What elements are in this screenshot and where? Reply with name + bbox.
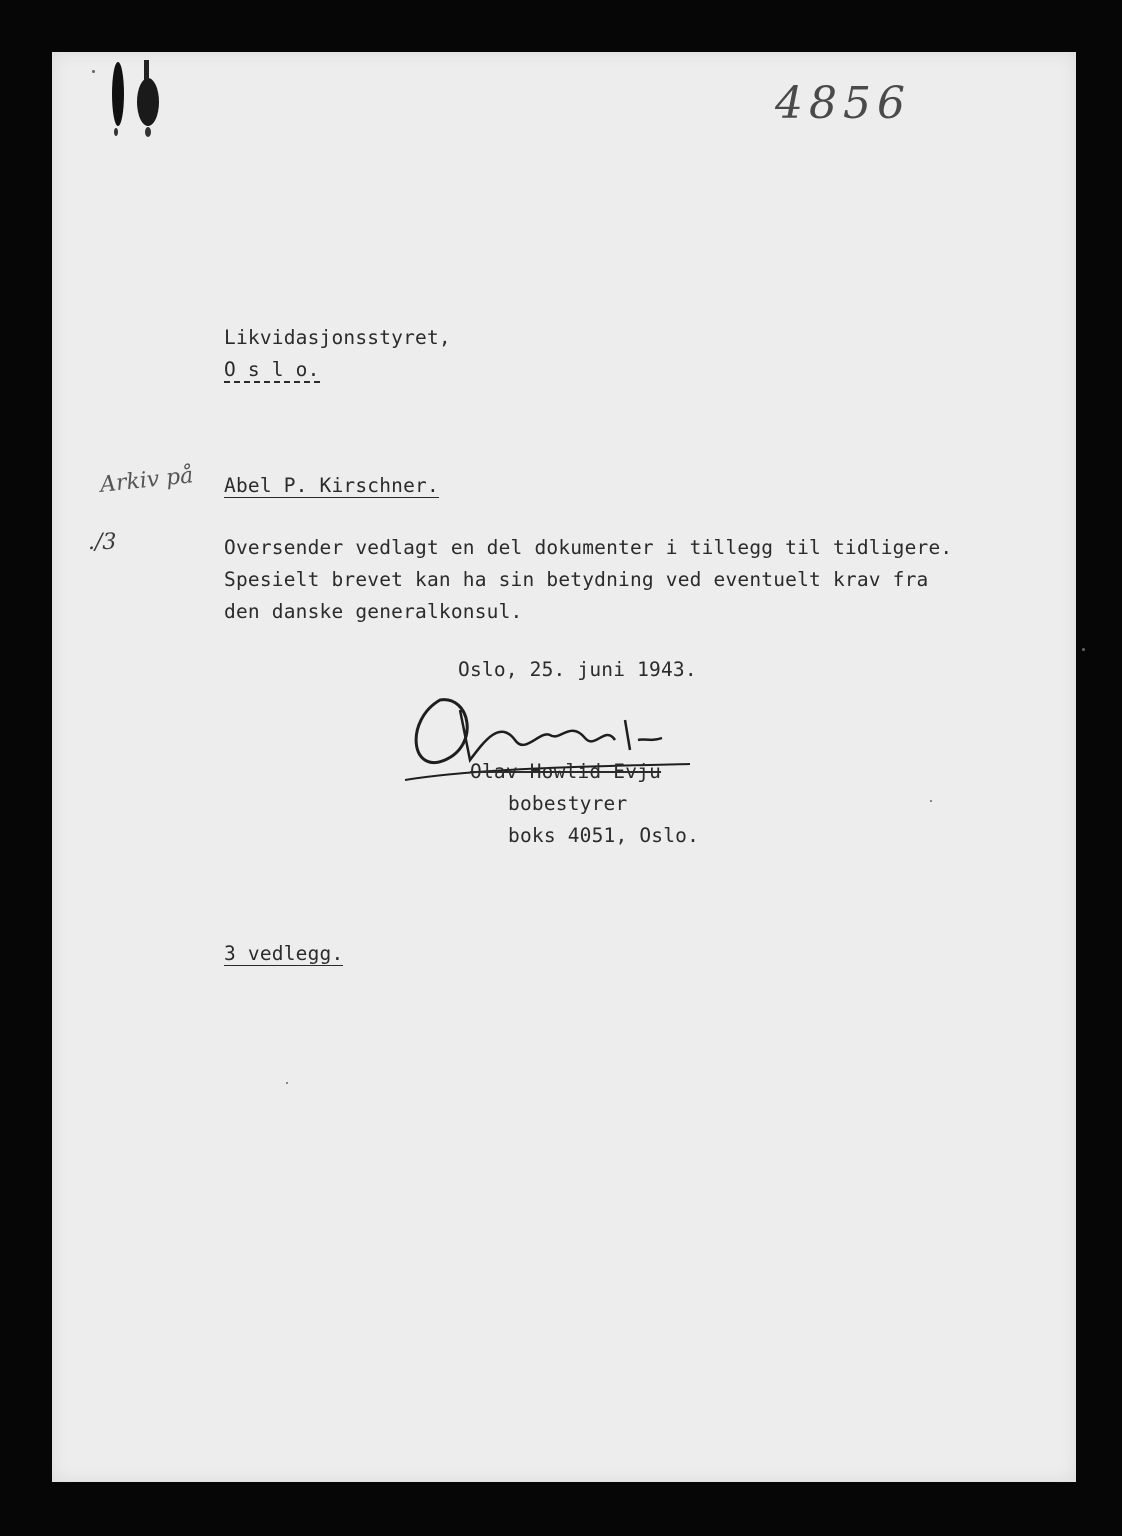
handwritten-reference-number: 4856 xyxy=(775,78,911,129)
place-date: Oslo, 25. juni 1943. xyxy=(458,658,697,681)
recipient-line-1: Likvidasjonsstyret, xyxy=(224,326,451,349)
ink-blot-mark xyxy=(100,52,170,142)
attachments-note: 3 vedlegg. xyxy=(224,942,344,965)
scan-speck xyxy=(930,800,932,802)
signatory-address: boks 4051, Oslo. xyxy=(508,824,700,847)
scan-speck xyxy=(286,1082,288,1084)
handwritten-margin-note: Arkiv på xyxy=(98,463,195,498)
subject-line xyxy=(224,470,439,502)
signatory-title: bobestyrer xyxy=(508,792,628,815)
scan-speck xyxy=(92,70,95,73)
signatory-name: Olav Howlid Evju xyxy=(470,760,662,783)
subject-text: Abel P. Kirschner. xyxy=(224,474,439,497)
recipient-line-2: O s l o. xyxy=(224,358,320,381)
body-line-2: Spesielt brevet kan ha sin betydning ved eventuelt krav fra xyxy=(224,568,929,591)
scan-speck xyxy=(1082,648,1085,651)
margin-mark: ./3 xyxy=(88,530,117,555)
body-line-3: den danske generalkonsul. xyxy=(224,600,523,623)
body-line-1: Oversender vedlagt en del dokumenter i tillegg til tidligere. xyxy=(224,536,953,559)
